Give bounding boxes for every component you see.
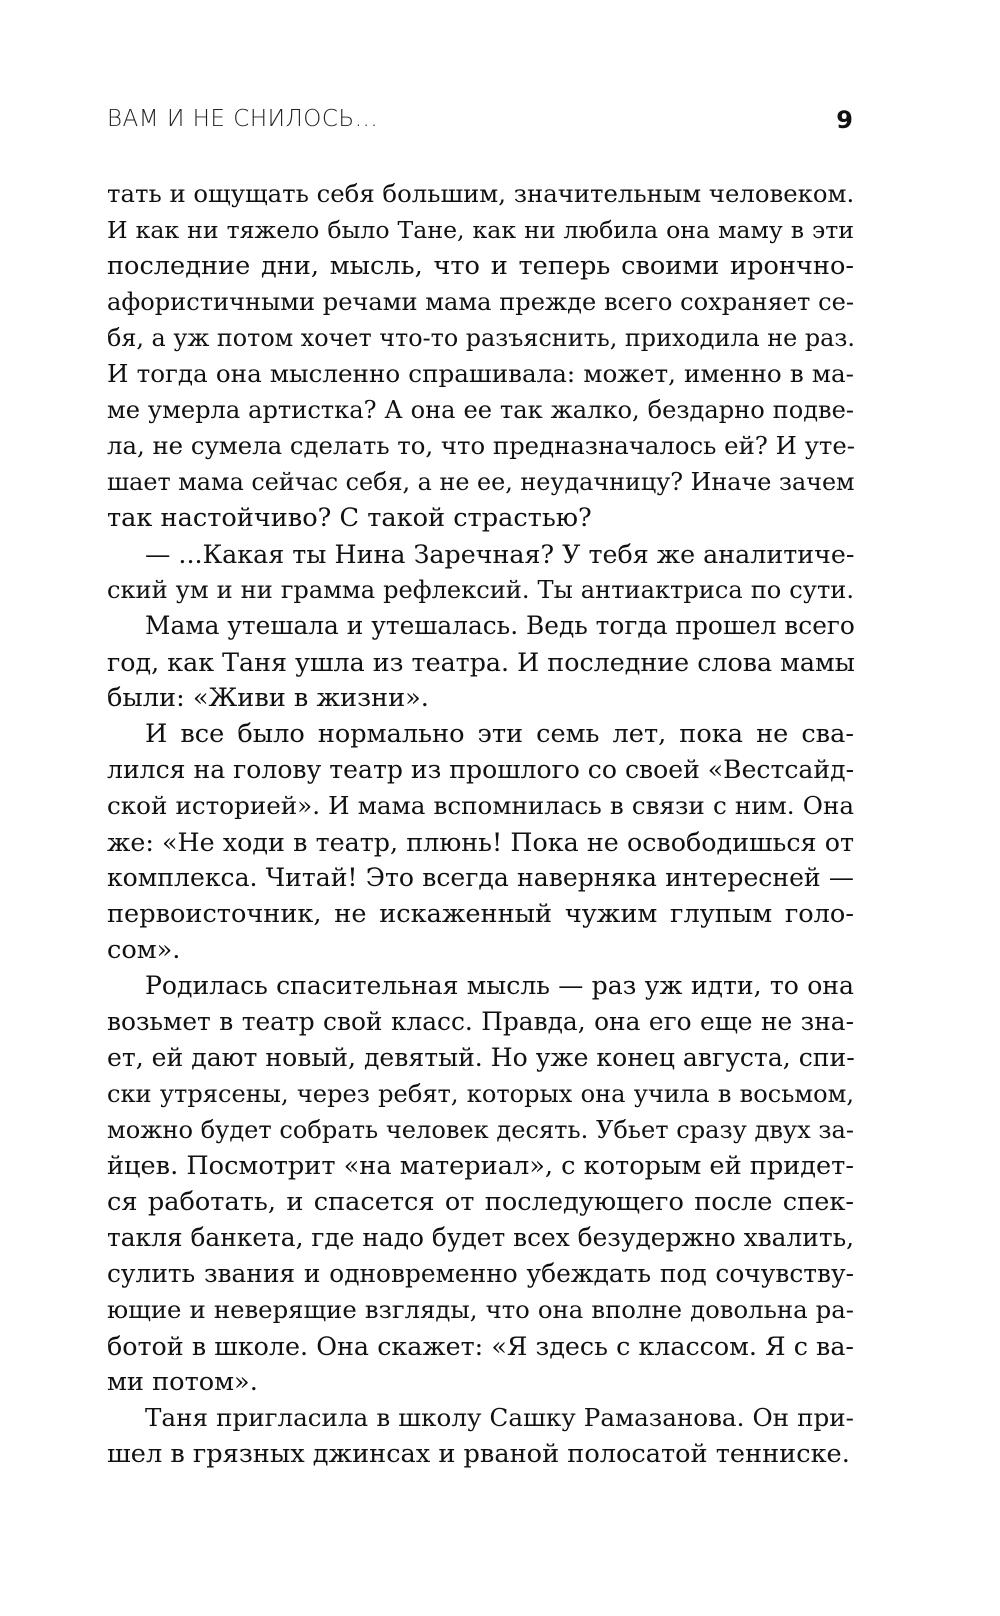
text-line: ски утрясены, через ребят, которых она учила в восьмом,: [107, 1080, 854, 1108]
text-line: сом».: [107, 935, 181, 965]
text-line: ла, не сумела сделать то, что предназначалось ей? И уте-: [107, 431, 855, 460]
text-line: Родилась спасительная мысль — раз уж идти, то она: [145, 971, 854, 1000]
text-line: тать и ощущать себя большим, значительным человеком.: [107, 179, 855, 208]
text-line: год, как Таня ушла из театра. И последние слова мамы: [107, 647, 855, 677]
text-line: сулить звания и одновременно убеждать под сочувству-: [107, 1259, 854, 1288]
text-line: так настойчиво? С такой страстью?: [107, 503, 592, 533]
running-title: ВАМ И НЕ СНИЛОСЬ...: [107, 106, 379, 132]
text-line: ский ум и ни грамма рефлексий. Ты антиактриса по сути.: [107, 576, 854, 604]
text-line: же: «Не ходи в театр, плюнь! Пока не освободишься от: [107, 827, 854, 857]
text-line: шел в грязных джинсах и рваной полосатой тенниске.: [107, 1439, 850, 1469]
text-line: ющие и неверящие взгляды, что она вполне довольна ра-: [107, 1295, 854, 1324]
text-line: Таня пригласила в школу Сашку Рамазанова. Он при-: [145, 1403, 854, 1432]
text-line: комплекса. Читай! Это всегда наверняка интересней —: [107, 863, 854, 892]
text-line: — ...Какая ты Нина Заречная? У тебя же аналитиче-: [145, 539, 855, 569]
text-line: И тогда она мысленно спрашивала: может, именно в ма-: [107, 359, 854, 388]
text-line: ми потом».: [107, 1367, 258, 1397]
text-line: ской историей». И мама вспомнилась в связи с ним. Она: [107, 791, 854, 820]
text-line: ет, ей дают новый, девятый. Но уже конец августа, спи-: [107, 1043, 855, 1072]
text-line: лился на голову театр из прошлого со своей «Вестсайд-: [107, 755, 855, 784]
body-text: [107, 176, 854, 1472]
text-line: И все было нормально эти семь лет, пока не сва-: [145, 719, 854, 749]
text-line: были: «Живи в жизни».: [107, 683, 429, 713]
text-line: бя, а уж потом хочет что-то разъяснить, приходила не раз.: [107, 324, 855, 352]
text-line: ся работать, и спасется от последующего после спек-: [107, 1187, 854, 1217]
text-line: Мама утешала и утешалась. Ведь тогда прошел всего: [145, 611, 855, 640]
text-line: ме умерла артистка? А она ее так жалко, бездарно подве-: [107, 396, 854, 424]
page-number: 9: [836, 106, 853, 134]
text-line: возьмет в театр свой класс. Правда, она его еще не зна-: [107, 1007, 854, 1036]
text-line: такля банкета, где надо будет всех безудержно хвалить,: [107, 1223, 854, 1252]
text-line: можно будет собрать человек десять. Убьет сразу двух за-: [107, 1116, 854, 1144]
text-line: И как ни тяжело было Тане, как ни любила она маму в эти: [107, 216, 854, 244]
text-line: шает мама сейчас себя, а не ее, неудачницу? Иначе зачем: [107, 468, 855, 496]
text-line: афористичными речами мама прежде всего сохраняет се-: [107, 288, 854, 316]
text-line: йцев. Посмотрит «на материал», с которым ей придет-: [107, 1151, 854, 1181]
text-line: ботой в школе. Она скажет: «Я здесь с классом. Я с ва-: [107, 1331, 854, 1361]
running-head: [107, 106, 853, 146]
text-line: последние дни, мысль, что и теперь своими ирончно-: [107, 251, 854, 281]
text-line: первоисточник, не искаженный чужим глупым голо-: [107, 899, 854, 929]
